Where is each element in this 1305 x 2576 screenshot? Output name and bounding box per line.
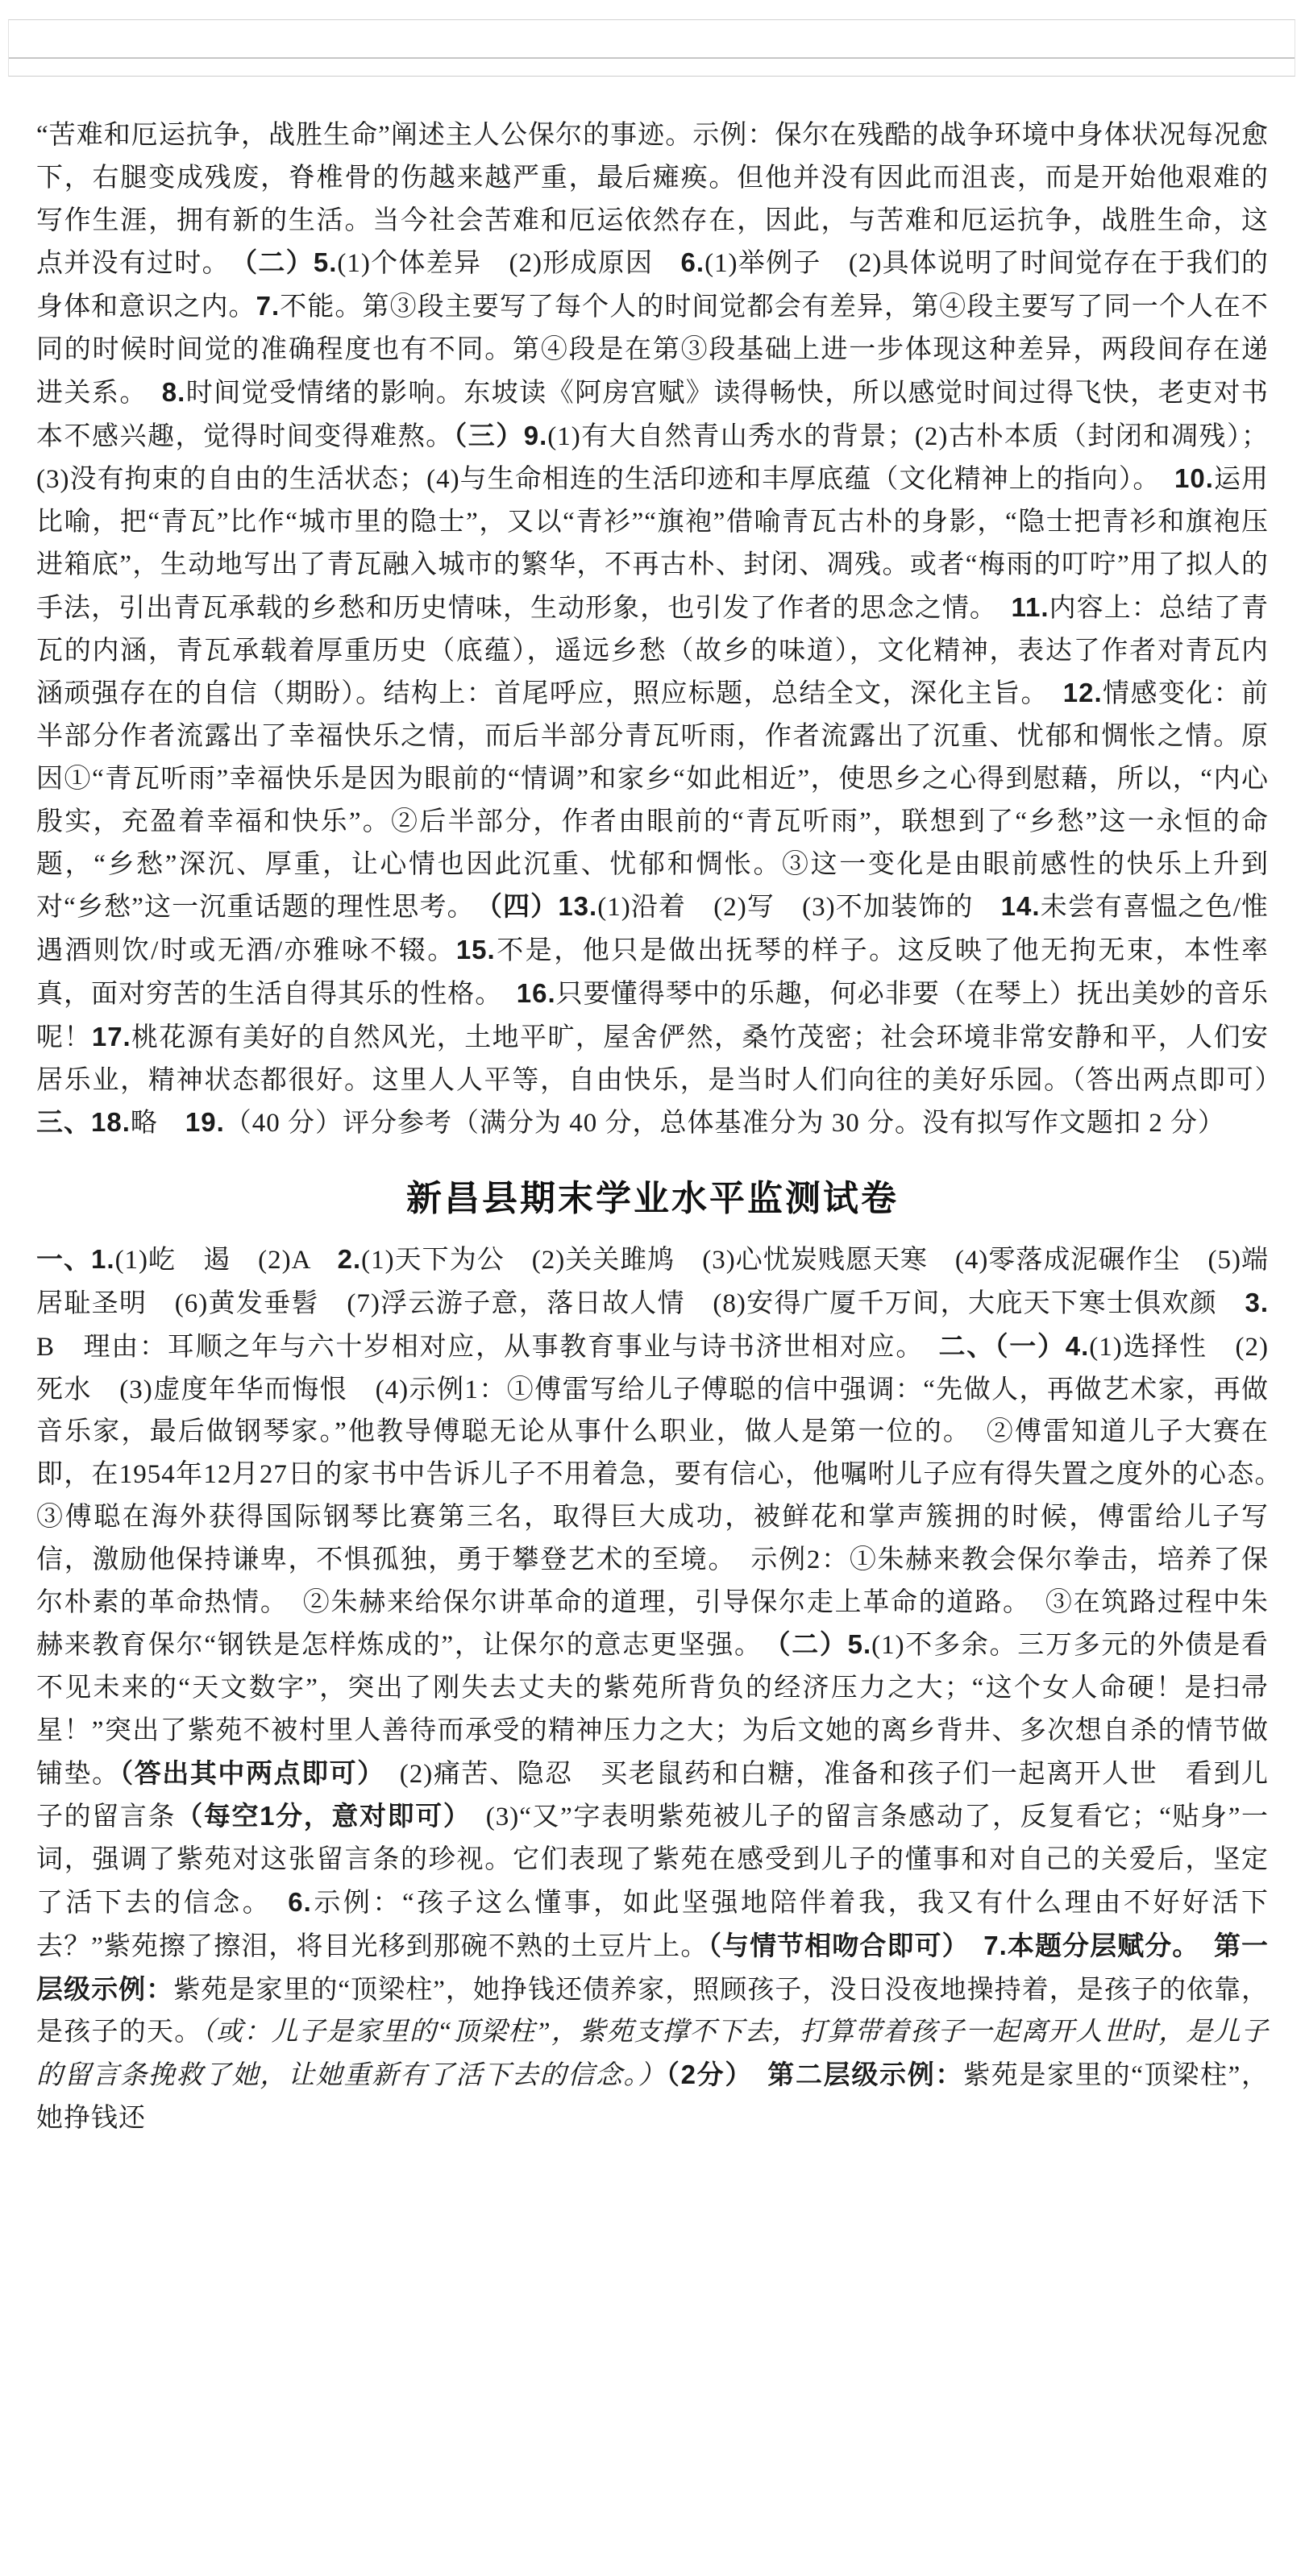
text-run: 6. <box>288 1887 312 1918</box>
text-run: 二、（一）4. <box>938 1330 1090 1361</box>
text-run: 16. <box>516 977 556 1008</box>
text-run: 一、1. <box>36 1244 115 1275</box>
text-run: （二）5. <box>243 247 338 278</box>
text-run: 情感变化：前半部分作者流露出了幸福快乐之情，而后半部分青瓦听雨，作者流露出了沉重、忧郁和惆怅之情。原因①“青瓦听雨”幸福快乐是因为眼前的“情调”和家乡“如此相近”，使思乡之心得到慰藉，所以，“内心殷实，充盈着幸福和快乐”。②后半部分，作者由眼前的“青瓦听雨”，联想到了“乡愁”这一永恒的命题，“乡愁”深沉、厚重，让心情也因此沉重、忧郁和惆怅。③这一变化是由眼前感性的快乐上升到对“乡愁”这一沉重话题的理性思考。 <box>36 679 1270 923</box>
text-run: 本题分层赋分。 第一层级示例： <box>36 1930 1270 2004</box>
scan-table-remnant <box>8 19 1295 77</box>
text-run: 17. <box>91 1021 131 1052</box>
text-run: (1)选择性 (2)死水 (3)虚度年华而悔恨 (4)示例1：①傅雷写给儿子傅聪的信中强调：“先做人，再做艺术家，再做音乐家，最后做钢琴家。”他教导傅聪无论从事什么职业，做人是第一位的。 ②傅雷知道儿子大赛在即，在1954年12月27日的家书中告诉儿子不用着急，要有信心，他嘱咐儿子应有得失置之度外的心态。 ③傅聪在海外获得国际钢琴比赛第三名，取得巨大成功，被鲜花和掌声簇拥的时候，傅雷给儿子写信，激励他保持谦卑，不惧孤独，勇于攀登艺术的至境。 示例2：①朱赫来教会保尔拳击，培养了保尔朴素的革命热情。 ②朱赫来给保尔讲革命的道理，引导保尔走上革命的道路。 ③在筑路过程中朱赫来教育保尔“钢铁是怎样炼成的”，让保尔的意志更坚强。 <box>36 1332 1296 1661</box>
text-run: 未尝有喜愠之色/惟遇酒则饮/时或无酒/亦雅咏不辍。 <box>36 893 1270 966</box>
text-run: 紫苑是家里的“顶梁柱”，她挣钱还 <box>36 2061 1270 2134</box>
section-heading: 新昌县期末学业水平监测试卷 <box>406 1179 899 1219</box>
text-run: (1)个体差异 (2)形成原因 <box>337 249 681 279</box>
text-run: 不能。第③段主要写了每个人的时间觉都会有差异，第④段主要写了同一个人在不同的时候时间觉的准确程度也有不同。第④段是在第③段基础上进一步体现这种差异，两段间存在递进关系。 <box>36 292 1270 408</box>
text-run: B 理由：耳顺之年与六十岁相对应，从事教育事业与诗书济世相对应。 <box>36 1332 939 1362</box>
scan-table-inner-line <box>9 57 1295 59</box>
text-run: 11. <box>1011 591 1049 622</box>
text-run: （与情节相吻合即可） <box>708 1930 957 1960</box>
text-run: （或：儿子是家里的“顶梁柱”，紫苑支撑不下去，打算带着孩子一起离开人世时，是儿子的留言条挽救了她，让她重新有了活下去的信念。） <box>36 2018 1269 2091</box>
text-run: （四）13. <box>488 891 598 922</box>
text-run: (1)有大自然青山秀水的背景；(2)古朴本质（封闭和凋残）；(3)没有拘束的自由的生活状态；(4)与生命相连的生活印迹和丰厚底蕴（文化精神上的指向）。 <box>36 421 1269 495</box>
text-run: 第二层级示例： <box>767 2060 964 2090</box>
text-run: 时间觉受情绪的影响。东坡读《阿房宫赋》读得畅快，所以感觉时间过得飞快，老吏对书本不感兴趣，觉得时间变得难熬。 <box>36 378 1270 451</box>
text-run: 19. <box>185 1107 225 1138</box>
text-run: (1)不多余。三万多元的外债是看不见未来的“天文数字”，突出了刚失去丈夫的紫苑所背负的经济压力之大；“这个女人命硬！是扫帚星！”突出了紫苑不被村里人善待而承受的精神压力之大；为后文她的离乡背井、多次想自杀的情节做铺垫。 <box>36 1631 1269 1789</box>
text-run: 15. <box>455 935 496 965</box>
text-run <box>740 2061 768 2090</box>
answer-text-block-2 <box>36 1238 1296 2140</box>
text-run: (1)举例子 (2)具体说明了时间觉存在于我们的身体和意识之内。 <box>36 249 1269 322</box>
text-run: (1)屹 遏 (2)A <box>114 1246 338 1276</box>
text-run: 6. <box>680 247 705 278</box>
text-run: 2. <box>337 1244 362 1275</box>
text-run: （三）9. <box>453 420 548 450</box>
text-run: “苦难和厄运抗争，战胜生命”阐述主人公保尔的事迹。示例：保尔在残酷的战争环境中身体状况每况愈下，右腿变成残废，脊椎骨的伤越来越严重，最后瘫痪。但他并没有因此而沮丧，而是开始他艰难的写作生涯，拥有新的生活。当今社会苦难和厄运依然存在，因此，与苦难和厄运抗争，战胜生命，这点并没有过时。 <box>36 121 1269 279</box>
text-run: (2)痛苦、隐忍 买老鼠药和白糖，准备和孩子们一起离开人世 看到儿子的留言条 <box>36 1759 1270 1832</box>
text-run: 桃花源有美好的自然风光，土地平旷，屋舍俨然，桑竹茂密；社会环境非常安静和平，人们安居乐业，精神状态都很好。这里人人平等，自由快乐，是当时人们向往的美好乐园。（答出两点即可） <box>36 1023 1296 1095</box>
text-run: （40 分）评分参考（满分为 40 分，总体基准分为 30 分。没有拟写作文题扣 2 分） <box>224 1109 1225 1139</box>
text-run: 不是，他只是做出抚琴的样子。这反映了他无拘无束，本性率真，面对穷苦的生活自得其乐的性格。 <box>36 936 1270 1009</box>
text-run: （二）5. <box>776 1629 872 1660</box>
text-run: (1)沿着 (2)写 (3)不加装饰的 <box>597 893 1001 923</box>
text-run: (1)天下为公 (2)关关雎鸠 (3)心忧炭贱愿天寒 (4)零落成泥碾作尘 (5)端居耻圣明 (6)黄发垂髫 (7)浮云游子意，落日故人情 (8)安得广厦千万间，大庇天下寒士俱欢颜 <box>36 1246 1270 1318</box>
text-run: （每空1分，意对即可） <box>176 1801 459 1831</box>
text-run: 8. <box>161 376 186 407</box>
text-run <box>956 1932 983 1961</box>
text-run: 3. <box>1245 1287 1269 1317</box>
text-run: 12. <box>1062 678 1103 708</box>
text-run: 7. <box>256 291 281 321</box>
text-run: 示例：“孩子这么懂事，如此坚强地陪伴着我，我又有什么理由不好好活下去？”紫苑擦了擦泪，将目光移到那碗不熟的土豆片上。 <box>36 1889 1269 1961</box>
text-run: 三、18. <box>36 1107 131 1138</box>
text-run: （答出其中两点即可） <box>119 1757 372 1788</box>
text-run: 内容上：总结了青瓦的内涵，青瓦承载着厚重历史（底蕴），遥远乡愁（故乡的味道），文化精神，表达了作者对青瓦内涵顽强存在的自信（期盼）。结构上：首尾呼应，照应标题，总结全文，深化主旨。 <box>36 593 1270 709</box>
text-run: (3)“又”字表明紫苑被儿子的留言条感动了，反复看它；“贴身”一词，强调了紫苑对这张留言条的珍视。它们表现了紫苑在感受到儿子的懂事和对自己的关爱后，坚定了活下去的信念。 <box>36 1802 1270 1919</box>
text-run: 14. <box>1000 891 1041 922</box>
text-run: （2分） <box>666 2060 740 2090</box>
text-run: 10. <box>1174 463 1214 494</box>
text-run: 紫苑是家里的“顶梁柱”，她挣钱还债养家，照顾孩子，没日没夜地操持着，是孩子的依靠，是孩子的天。 <box>36 1975 1270 2047</box>
text-run: 运用比喻，把“青瓦”比作“城市里的隐士”，又以“青衫”“旗袍”借喻青瓦古朴的身影，“隐士把青衫和旗袍压进箱底”，生动地写出了青瓦融入城市的繁华，不再古朴、封闭、凋残。或者“梅雨的叮咛”用了拟人的手法，引出青瓦承载的乡愁和历史情味，生动形象，也引发了作者的思念之情。 <box>36 465 1269 623</box>
answer-text-block-1 <box>36 114 1296 1145</box>
text-run: 只要懂得琴中的乐趣，何必非要（在琴上）抚出美妙的音乐呢！ <box>36 979 1270 1052</box>
text-run: 7. <box>983 1930 1008 1960</box>
text-run: 略 <box>130 1109 185 1139</box>
